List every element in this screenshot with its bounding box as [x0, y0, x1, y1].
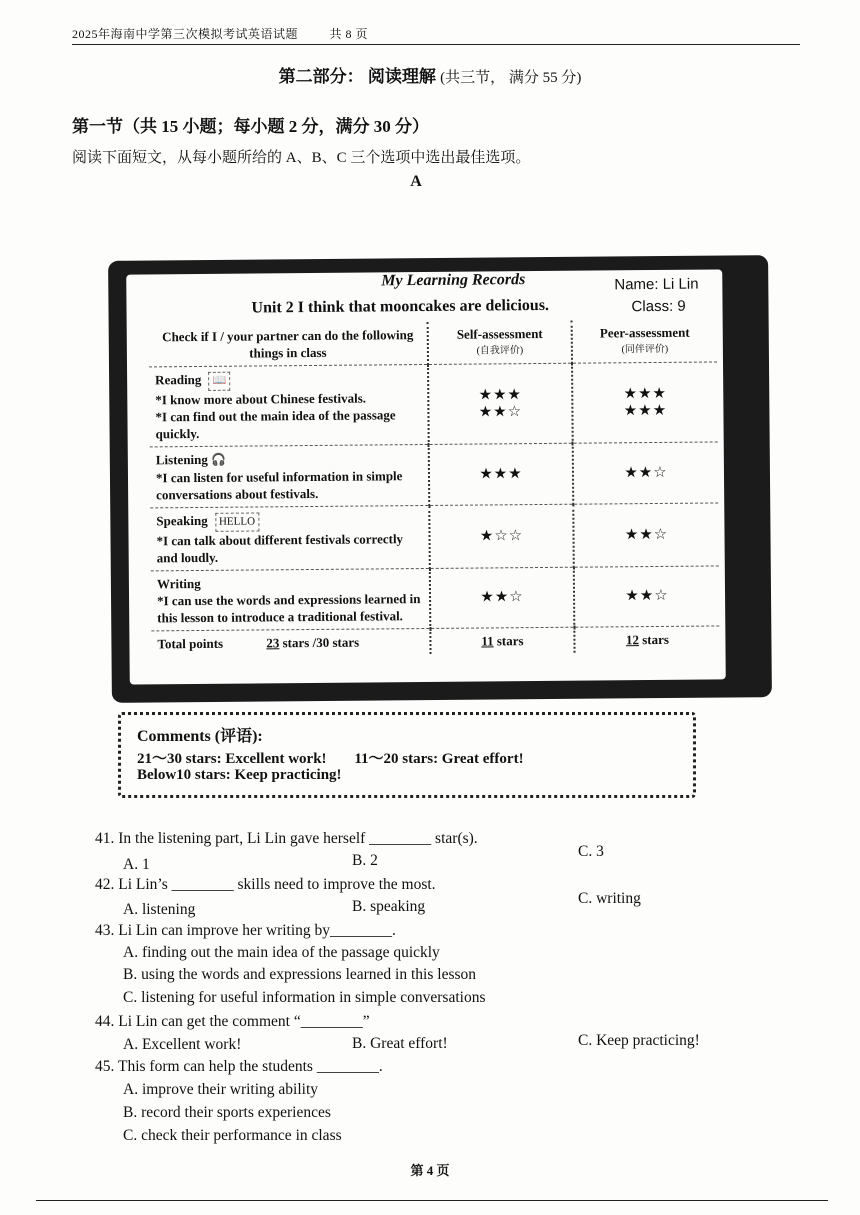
hello-bubble-icon: HELLO: [215, 512, 259, 531]
q41-option-b: B. 2: [352, 852, 378, 869]
reading-peer-stars-2: ★★★: [623, 402, 668, 419]
exam-title: 2025年海南中学第三次模拟考试英语试题: [72, 27, 299, 41]
q43-option-b: B. using the words and expressions learned in this lesson: [123, 966, 477, 983]
comments-title: Comments (评语):: [137, 728, 263, 745]
reading-cell: [149, 364, 429, 446]
col-header-self-label: Self-assessment: [456, 325, 543, 342]
col-header-peer-cn: (同伴评价): [621, 343, 669, 356]
writing-peer-stars: ★★☆: [625, 587, 669, 605]
part-title: [0, 62, 860, 87]
skill-listening: Listening: [155, 451, 208, 468]
comments-excellent: 21～30 stars: Excellent work!: [137, 751, 327, 767]
listening-cell: [150, 444, 430, 507]
table-row-total: [151, 626, 719, 656]
total-pages: 共 8 页: [329, 27, 369, 41]
student-class: Class: 9: [631, 297, 686, 316]
book-icon: 📖: [209, 372, 231, 391]
writing-self: [430, 567, 575, 628]
speaking-self: [429, 504, 574, 568]
page-number: 第 4 页: [410, 1163, 450, 1178]
record-table-header: [149, 319, 717, 366]
total-peer-value: 12: [625, 632, 640, 648]
reading-self-stars-1: ★★★: [478, 386, 523, 404]
passage-letter: A: [410, 173, 422, 190]
total-max-suffix: stars /30 stars: [282, 634, 360, 651]
q41-option-a: A. 1: [123, 856, 150, 873]
q44-option-b: B. Great effort!: [352, 1035, 448, 1052]
col-header-peer-label: Peer-assessment: [599, 324, 690, 341]
question-45: 45. This form can help the students ________.: [95, 1058, 383, 1075]
listening-peer: [573, 442, 719, 504]
question-42: 42. Li Lin’s ________ skills need to improve the most.: [95, 876, 436, 893]
listening-self: [429, 443, 574, 505]
headphones-icon: 🎧: [211, 452, 227, 467]
skill-writing: Writing: [156, 575, 201, 592]
q42-option-c: C. writing: [578, 890, 641, 907]
section-instruction: 阅读下面短文，从每小题所给的 A、B、C 三个选项中选出最佳选项。: [72, 150, 531, 166]
part-title-text: 第二部分： 阅读理解: [278, 67, 436, 86]
part-subtitle: (共三节， 满分 55 分): [440, 70, 582, 86]
col-header-peer: [572, 319, 717, 363]
reading-self: [428, 363, 573, 444]
record-table: [149, 319, 720, 656]
learning-record-card: [126, 269, 726, 684]
table-row-speaking: [150, 503, 719, 571]
listening-self-stars: ★★★: [479, 465, 523, 483]
comments-great: 11～20 stars: Great effort!: [354, 751, 524, 767]
comments-box: [118, 712, 696, 798]
speaking-peer-stars: ★★☆: [624, 526, 669, 543]
col-header-self-cn: (自我评价): [476, 345, 524, 357]
question-41: 41. In the listening part, Li Lin gave herself ________ star(s).: [95, 830, 478, 847]
student-name: Name: Li Lin: [614, 275, 699, 294]
question-43: 43. Li Lin can improve her writing by________.: [95, 922, 396, 939]
total-peer-suffix: stars: [642, 631, 669, 648]
exam-header: [72, 25, 368, 42]
header-divider: [72, 44, 800, 45]
speaking-item-1: *I can talk about different festivals correctly and loudly.: [156, 531, 404, 566]
q43-option-c: C. listening for useful information in simple conversations: [123, 989, 486, 1006]
total-self-suffix: stars: [496, 633, 524, 649]
col-header-self: [428, 321, 572, 365]
reading-item-1: *I know more about Chinese festivals.: [155, 390, 367, 408]
q45-option-b: B. record their sports experiences: [123, 1104, 331, 1121]
speaking-self-stars: ★☆☆: [479, 527, 524, 545]
q43-option-a: A. finding out the main idea of the passage quickly: [123, 944, 440, 961]
table-row-writing: [151, 566, 720, 631]
reading-self-stars-2: ★★☆: [478, 403, 523, 421]
page-bottom-divider: [36, 1200, 828, 1201]
reading-item-2: *I can find out the main idea of the passage quickly.: [155, 407, 396, 442]
total-self: [430, 627, 574, 654]
table-row-listening: [150, 442, 719, 508]
q45-option-c: C. check their performance in class: [123, 1127, 342, 1144]
comments-line-1: [137, 747, 524, 768]
q44-option-a: A. Excellent work!: [123, 1036, 242, 1053]
total-peer: [574, 626, 719, 653]
reading-peer-stars-1: ★★★: [623, 385, 668, 402]
writing-item-1: *I can use the words and expressions learned in this lesson to introduce a traditional festival.: [157, 591, 421, 626]
q41-option-c: C. 3: [578, 843, 604, 860]
writing-cell: [151, 568, 431, 630]
q44-option-c: C. Keep practicing!: [578, 1032, 700, 1049]
col-header-check: Check if I / your partner can do the following things in class: [149, 322, 428, 367]
section-title: 第一节（共 15 小题；每小题 2 分，满分 30 分）: [72, 117, 429, 136]
skill-reading: Reading: [155, 371, 202, 388]
total-max-value: 23: [266, 635, 280, 651]
card-unit: Unit 2 I think that mooncakes are delicious.: [251, 296, 550, 317]
writing-peer: [574, 566, 720, 627]
total-self-value: 11: [481, 633, 494, 649]
table-row-reading: [149, 362, 718, 447]
total-cell: [151, 628, 430, 656]
speaking-peer: [573, 503, 719, 567]
listening-peer-stars: ★★☆: [624, 464, 668, 481]
question-44: 44. Li Lin can get the comment “________”: [95, 1013, 370, 1030]
comments-keep: Below10 stars: Keep practicing!: [137, 767, 342, 783]
skill-speaking: Speaking: [156, 512, 208, 529]
total-label: Total points: [157, 635, 224, 652]
reading-peer: [572, 362, 718, 443]
writing-self-stars: ★★☆: [480, 589, 524, 606]
speaking-cell: [150, 505, 430, 570]
listening-item-1: *I can listen for useful information in simple conversations about festivals.: [155, 468, 403, 503]
q45-option-a: A. improve their writing ability: [123, 1081, 319, 1098]
q42-option-b: B. speaking: [352, 898, 426, 915]
q42-option-a: A. listening: [123, 901, 196, 918]
card-title: My Learning Records: [381, 271, 526, 290]
